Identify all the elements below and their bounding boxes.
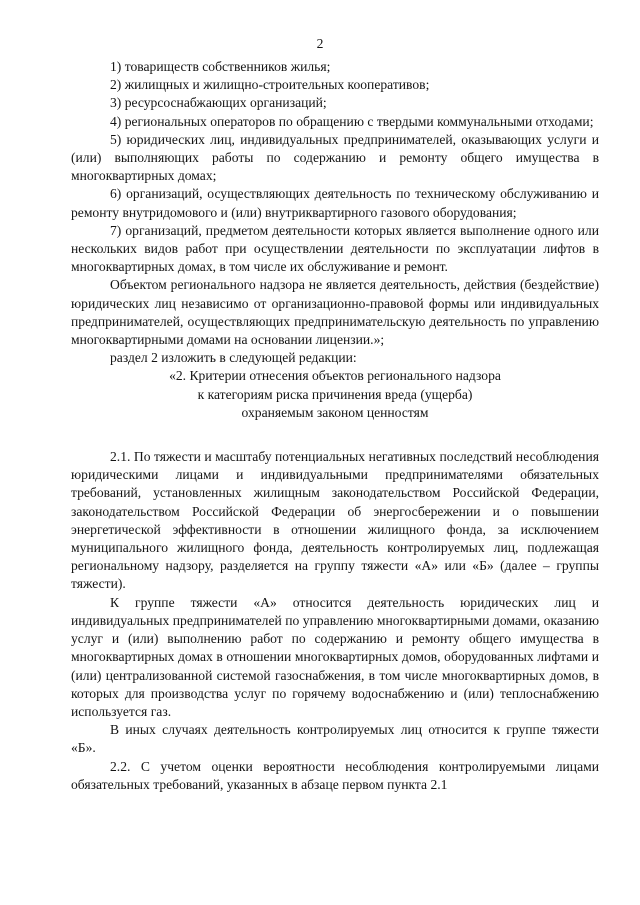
list-item: 4) региональных операторов по обращению с твердыми коммунальными отходами; — [110, 113, 594, 129]
section-heading-line: «2. Критерии отнесения объектов регионального надзора — [169, 368, 501, 384]
list-item: 7) организаций, предметом деятельности которых является выполнение одного или нескольких видов работ при осуществлении деятельности по эксплуатации лифтов в многоквартирных домах, в том числе их обслуживание и ремонт. — [71, 222, 599, 275]
paragraph: В иных случаях деятельность контролируемых лиц относится к группе тяжести «Б». — [71, 722, 599, 756]
list-item: 1) товариществ собственников жилья; — [110, 59, 331, 74]
spacer — [71, 422, 599, 448]
list-item: 6) организаций, осуществляющих деятельность по техническому обслуживанию и ремонту внутридомового и (или) внутриквартирного газового оборудования; — [71, 186, 599, 220]
section-heading-line: к категориям риска причинения вреда (ущерба) — [197, 386, 473, 402]
section-intro: раздел 2 изложить в следующей редакции: — [110, 350, 357, 366]
section-heading-line: охраняемым законом ценностям — [241, 404, 429, 420]
exclusion-paragraph: Объектом регионального надзора не является деятельность, действия (бездействие) юридических лиц независимо от организационно-правовой формы или индивидуальных предпринимателей, осуществляющих предпринимательскую деятельность по управлению многоквартирными домами на основании лицензии.»; — [71, 277, 599, 348]
list-item: 2) жилищных и жилищно-строительных кооперативов; — [110, 77, 430, 93]
paragraph: К группе тяжести «А» относится деятельность юридических лиц и индивидуальных предпринимателей по управлению многоквартирными домами, оказанию услуг и (или) выполнению работ по содержанию и ремонту общего имущества в многоквартирных домах в отношении многоквартирных домов, оборудованных лифтами и (или) централизованной системой газоснабжения, в том числе многоквартирных домов, в которых для производства услуг по горячему водоснабжению и (или) теплоснабжению используется газ. — [71, 594, 599, 719]
list-item: 5) юридических лиц, индивидуальных предпринимателей, оказывающих услуги и (или) выполняющих работы по содержанию и ремонту общего имущества в многоквартирных домах; — [71, 131, 599, 184]
paragraph: 2.2. С учетом оценки вероятности несоблюдения контролируемыми лицами обязательных требований, указанных в абзаце первом пункта 2.1 — [71, 758, 599, 792]
document-body — [71, 58, 599, 794]
paragraph: 2.1. По тяжести и масштабу потенциальных негативных последствий несоблюдения юридическими лицами и индивидуальными предпринимателями обязательных требований, установленных жилищным законодательством Российской Федерации, законодательством Российской Федерации об энергосбережении и о повышении энергетической эффективности в отношении жилищного фонда, за исключением муниципального жилищного фонда, деятельность контролируемых лиц, подлежащая региональному надзору, разделяется на группу тяжести «А» или «Б» (далее – группы тяжести). — [71, 449, 599, 592]
list-item: 3) ресурсоснабжающих организаций; — [110, 95, 327, 111]
page-number: 2 — [316, 36, 324, 51]
